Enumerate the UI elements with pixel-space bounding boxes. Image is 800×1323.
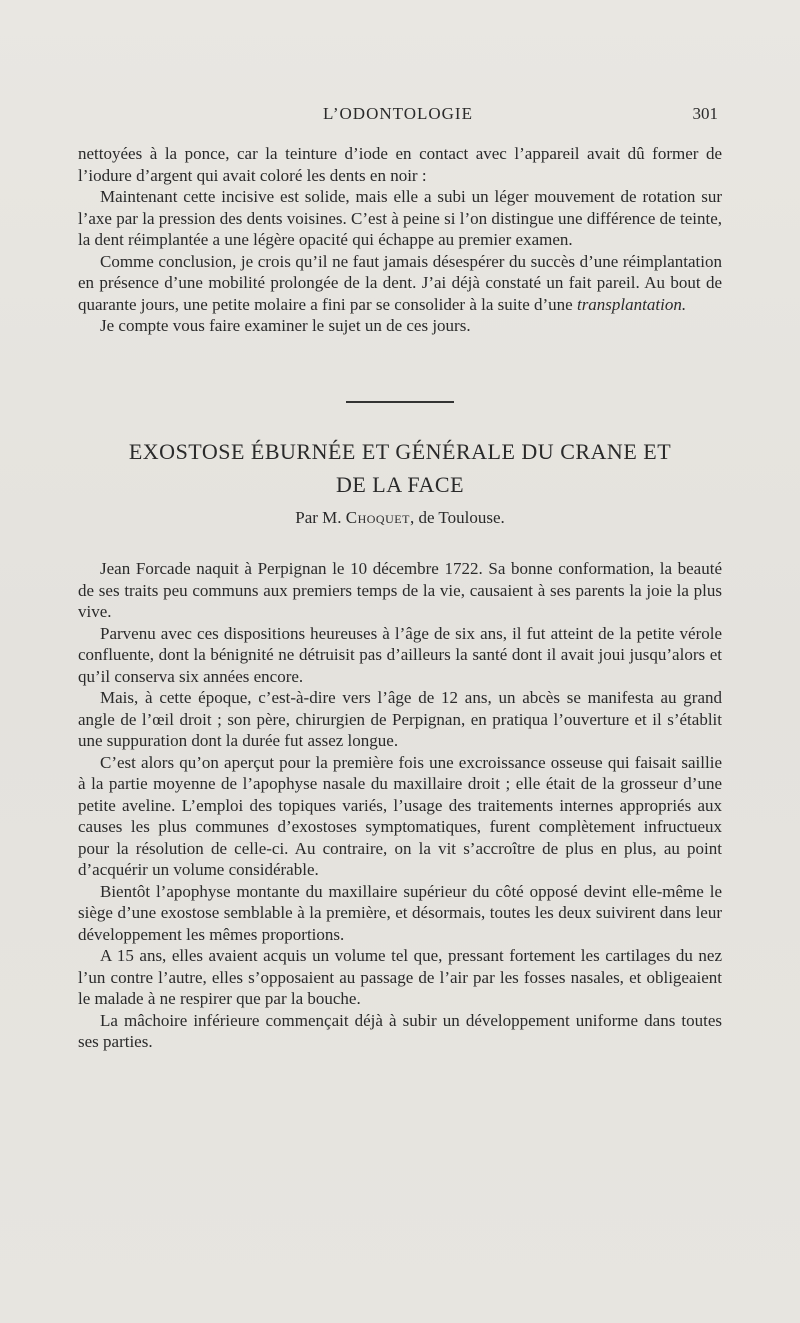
article-title-line: EXOSTOSE ÉBURNÉE ET GÉNÉRALE DU CRANE ET: [128, 439, 672, 464]
article-title-line: DE LA FACE: [335, 472, 465, 497]
article-body: [78, 558, 722, 1053]
paragraph: [78, 251, 722, 316]
paragraph: Je compte vous faire examiner le sujet un de ces jours.: [100, 316, 471, 335]
byline-prefix: Par M.: [295, 508, 342, 527]
paragraph: A 15 ans, elles avaient acquis un volume tel que, pressant fortement les cartilages du nez l’un contre l’autre, elles s’opposaient au passage de l’air par les fosses nasales, et obligeaient le malade à ne respirer que par la bouche.: [78, 946, 722, 1008]
paragraph: Maintenant cette incisive est solide, mais elle a subi un léger mouvement de rotation sur l’axe par la pression des dents voisines. C’est à peine si l’on distingue une différence de teinte, la dent réimplantée a une légère opacité qui échappe au premier examen.: [78, 187, 722, 249]
byline-suffix: , de Toulouse.: [409, 508, 505, 527]
paragraph: nettoyées à la ponce, car la teinture d’iode en contact avec l’appareil avait dû former de l’iodure d’argent qui avait coloré les dents en noir :: [78, 144, 722, 185]
article-title: [60, 435, 740, 501]
paragraph: Bientôt l’apophyse montante du maxillaire supérieur du côté opposé devint elle-même le siège d’une exostose semblable à la première, et désormais, toutes les deux suivirent dans leur développement les mêmes proportions.: [78, 881, 722, 944]
section-divider: [346, 401, 454, 403]
paragraph: La mâchoire inférieure commençait déjà à subir un développement uniforme dans toutes ses parties.: [78, 1010, 722, 1051]
paragraph: Jean Forcade naquit à Perpignan le 10 décembre 1722. Sa bonne conformation, la beauté de ses traits peu communs aux premiers temps de la vie, causaient à ses parents la joie la plus vive.: [78, 559, 722, 621]
paragraph: Parvenu avec ces dispositions heureuses à l’âge de six ans, il fut atteint de la petite vérole confluente, dont la bénignité ne détruisit pas d’ailleurs la santé dont il avait joui jusqu’alors et qu’il conserva six années encore.: [78, 623, 722, 686]
paragraph: Mais, à cette époque, c’est-à-dire vers l’âge de 12 ans, un abcès se manifesta au grand angle de l’œil droit ; son père, chirurgien de Perpignan, en pratiqua l’ouverture et il s’établit une suppuration dont la durée fut assez longue.: [78, 688, 722, 750]
paragraph-text: Comme conclusion, je crois qu’il ne faut jamais désespérer du succès d’une réimplantation en présence d’une mobilité prolongée de la dent. J’ai déjà constaté un fait pareil. Au bout de quarante jours, une petite molaire a fini par se consolider à la suite d’une: [78, 251, 722, 314]
byline-author: Choquet: [345, 508, 410, 527]
byline: [60, 508, 740, 528]
italic-term: transplantation.: [576, 294, 687, 314]
continued-text: [78, 143, 722, 337]
running-head: [78, 104, 718, 128]
paragraph: C’est alors qu’on aperçut pour la première fois une excroissance osseuse qui faisait saillie à la partie moyenne de l’apophyse nasale du maxillaire droit ; elle était de la grosseur d’une petite aveline. L’emploi des topiques variés, l’usage des traitements internes appropriés aux causes les plus communes d’exostoses symptomatiques, furent complètement infructueux pour la résolution de celle-ci. Au contraire, on la vit s’accroître de plus en plus, au point d’acquérir un volume considérable.: [78, 752, 722, 879]
page-number: 301: [692, 104, 718, 123]
running-title: L’ODONTOLOGIE: [323, 104, 473, 123]
